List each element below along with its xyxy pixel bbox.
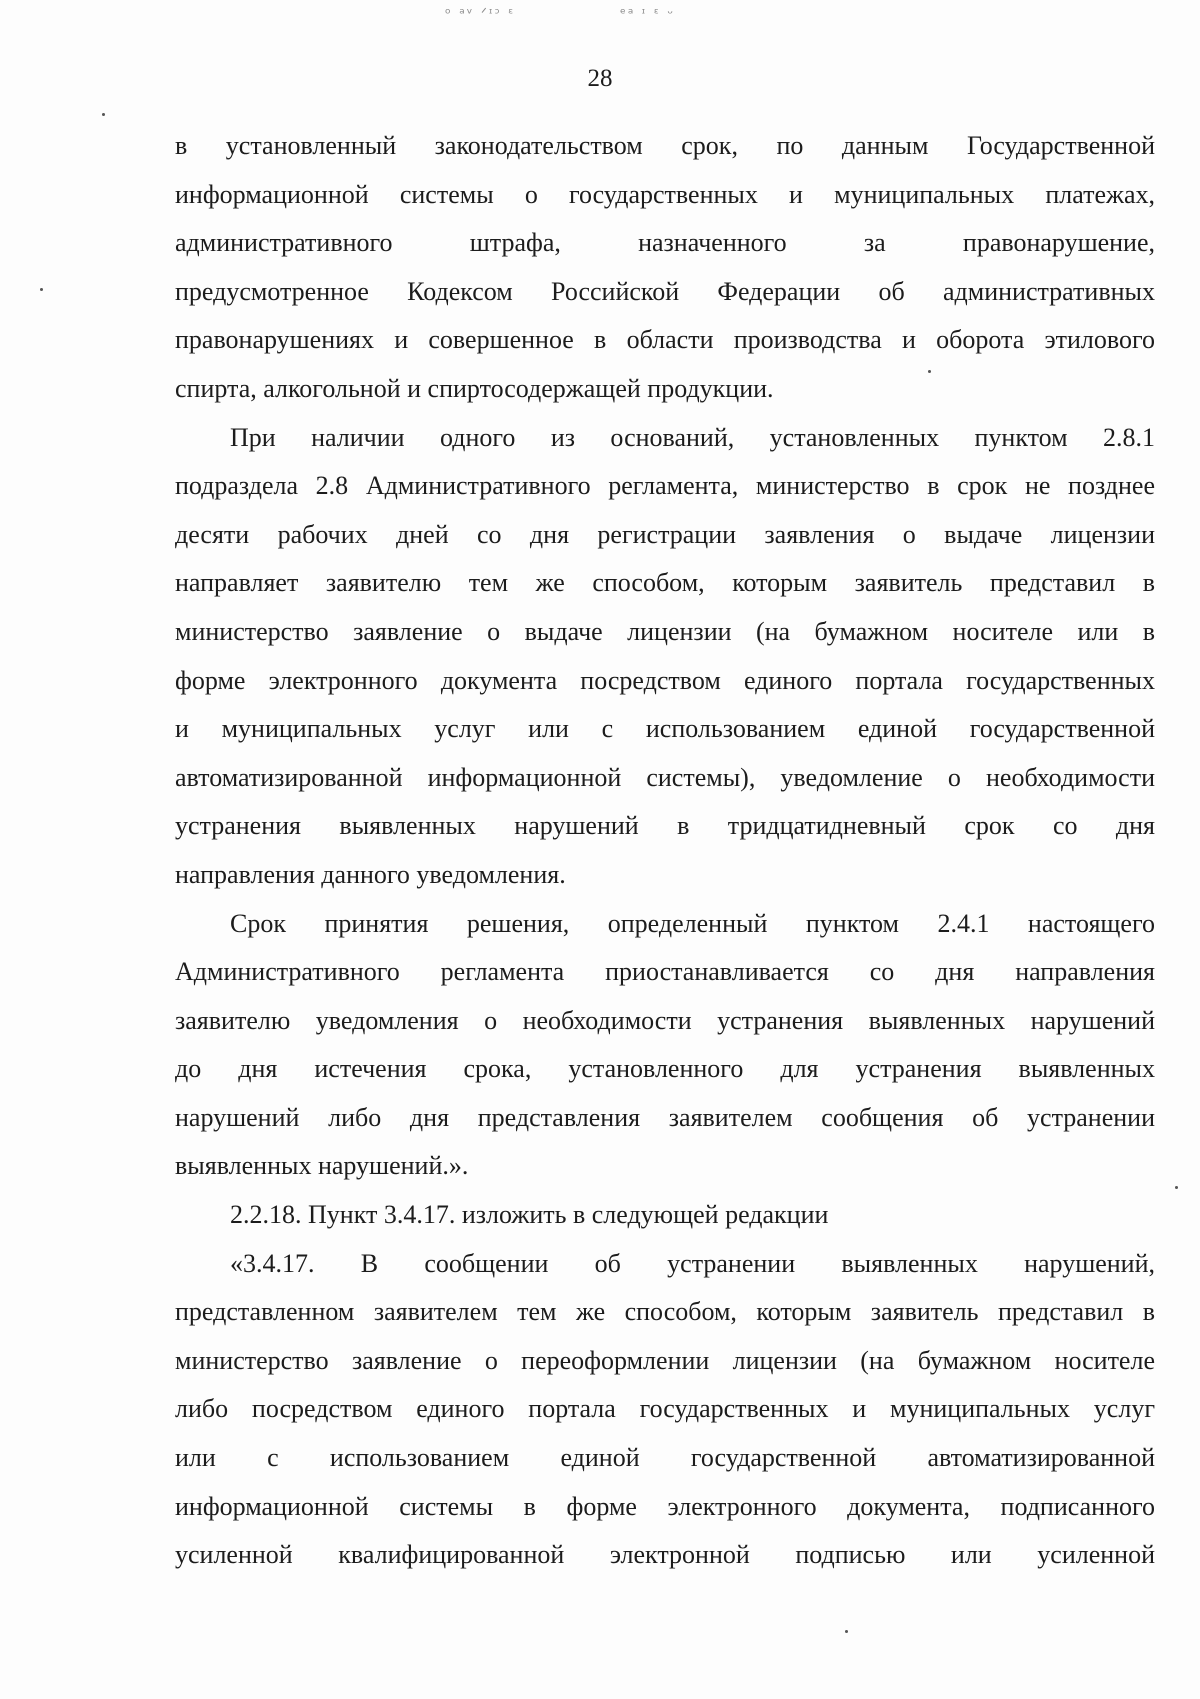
page-number: 28 [587, 65, 613, 92]
text-line: информационной системы в форме электронного документа, подписанного [175, 1491, 1155, 1521]
text-line: Административного регламента приостанавливается со дня направления [175, 957, 1155, 987]
text-line: или с использованием единой государственной автоматизированной [175, 1443, 1155, 1473]
scan-speck [1175, 1186, 1178, 1189]
text-line: в установленный законодательством срок, по данным Государственной [175, 131, 1155, 160]
text-line: Срок принятия решения, определенный пунктом 2.4.1 настоящего [230, 908, 1155, 938]
text-line: 2.2.18. Пункт 3.4.17. изложить в следующей редакции [230, 1200, 829, 1230]
scan-speck [845, 1630, 848, 1633]
text-line: предусмотренное Кодексом Российской Федерации об административных [175, 276, 1155, 306]
paragraph-amendment-heading [175, 1191, 1155, 1240]
text-line: министерство заявление о выдаче лицензии (на бумажном носителе или в [175, 616, 1155, 646]
text-line: выявленных нарушений.». [175, 1151, 469, 1181]
text-line: подраздела 2.8 Административного регламента, министерство в срок не позднее [175, 471, 1155, 501]
text-line: административного штрафа, назначенного за правонарушение, [175, 228, 1155, 258]
scan-speck [40, 288, 43, 291]
text-line: направляет заявителю тем же способом, которым заявитель представил в [175, 568, 1155, 598]
paragraph-decision-term [175, 900, 1155, 1192]
text-line: до дня истечения срока, установленного для устранения выявленных [175, 1054, 1155, 1084]
text-line: При наличии одного из оснований, установленных пунктом 2.8.1 [230, 422, 1155, 452]
scan-artifact-left: ᵒ ᵃᵛ ᐟᶦᵓ ᵋ [445, 6, 516, 22]
text-line: «3.4.17. В сообщении об устранении выявленных нарушений, [230, 1248, 1155, 1278]
document-body [175, 122, 1155, 1580]
text-line: направления данного уведомления. [175, 859, 566, 889]
text-line: и муниципальных услуг или с использованием единой государственной [175, 714, 1155, 744]
text-line: автоматизированной информационной системы), уведомление о необходимости [175, 762, 1155, 792]
paragraph-license-grounds [175, 414, 1155, 900]
paragraph-clause-3-4-17 [175, 1240, 1155, 1580]
text-line: форме электронного документа посредством единого портала государственных [175, 665, 1155, 695]
text-line: десяти рабочих дней со дня регистрации заявления о выдаче лицензии [175, 519, 1155, 549]
text-line: устранения выявленных нарушений в тридцатидневный срок со дня [175, 811, 1155, 841]
text-line: усиленной квалифицированной электронной подписью или усиленной [175, 1540, 1155, 1570]
text-line: министерство заявление о переоформлении лицензии (на бумажном носителе [175, 1345, 1155, 1375]
paragraph-continuation [175, 122, 1155, 414]
scan-speck [102, 113, 105, 116]
text-line: либо посредством единого портала государственных и муниципальных услуг [175, 1394, 1155, 1424]
text-line: спирта, алкогольной и спиртосодержащей продукции. [175, 373, 774, 403]
scan-artifact-right: ᵉᵃ ᶦ ᵋ ᵕ [620, 6, 676, 22]
text-line: правонарушениях и совершенное в области производства и оборота этилового [175, 325, 1155, 355]
text-line: представленном заявителем тем же способом, которым заявитель представил в [175, 1297, 1155, 1327]
text-line: информационной системы о государственных и муниципальных платежах, [175, 179, 1155, 209]
text-line: нарушений либо дня представления заявителем сообщения об устранении [175, 1102, 1155, 1132]
text-line: заявителю уведомления о необходимости устранения выявленных нарушений [175, 1005, 1155, 1035]
